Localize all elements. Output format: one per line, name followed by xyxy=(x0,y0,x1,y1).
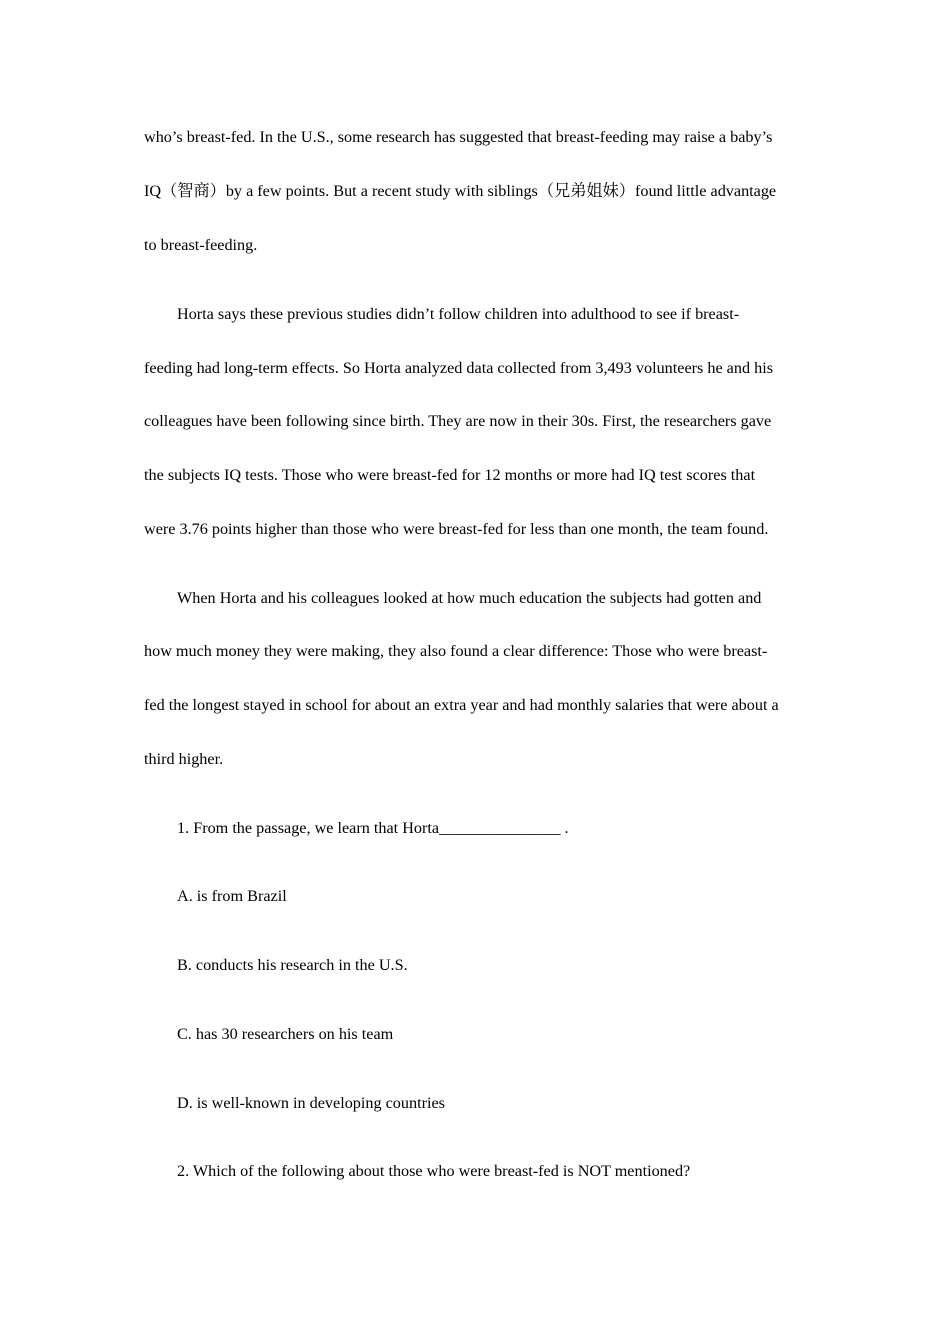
text-line: to breast-feeding. xyxy=(144,236,258,254)
answer-option-d: D. is well-known in developing countries xyxy=(177,1094,445,1112)
answer-option-b: B. conducts his research in the U.S. xyxy=(177,956,408,974)
text-line: colleagues have been following since birth. They are now in their 30s. First, the researchers gave xyxy=(144,412,772,430)
text-line: fed the longest stayed in school for about an extra year and had monthly salaries that were about a xyxy=(144,696,779,714)
text-line: When Horta and his colleagues looked at how much education the subjects had gotten and xyxy=(177,589,762,607)
question-stem: 1. From the passage, we learn that Horta_______________ . xyxy=(177,819,569,837)
text-line: IQ（智商）by a few points. But a recent study with siblings（兄弟姐妹）found little advantage xyxy=(144,182,777,200)
question-stem: 2. Which of the following about those who were breast-fed is NOT mentioned? xyxy=(177,1162,691,1180)
text-line: third higher. xyxy=(144,750,224,768)
answer-option-c: C. has 30 researchers on his team xyxy=(177,1025,394,1043)
text-line: who’s breast-fed. In the U.S., some research has suggested that breast-feeding may raise a baby’s xyxy=(144,128,773,146)
answer-option-a: A. is from Brazil xyxy=(177,887,287,905)
text-line: how much money they were making, they also found a clear difference: Those who were breast- xyxy=(144,642,768,660)
text-line: feeding had long-term effects. So Horta analyzed data collected from 3,493 volunteers he and his xyxy=(144,359,773,377)
text-line: the subjects IQ tests. Those who were breast-fed for 12 months or more had IQ test scores that xyxy=(144,466,756,484)
text-line: Horta says these previous studies didn’t follow children into adulthood to see if breast- xyxy=(177,305,740,323)
text-line: were 3.76 points higher than those who were breast-fed for less than one month, the team found. xyxy=(144,520,769,538)
